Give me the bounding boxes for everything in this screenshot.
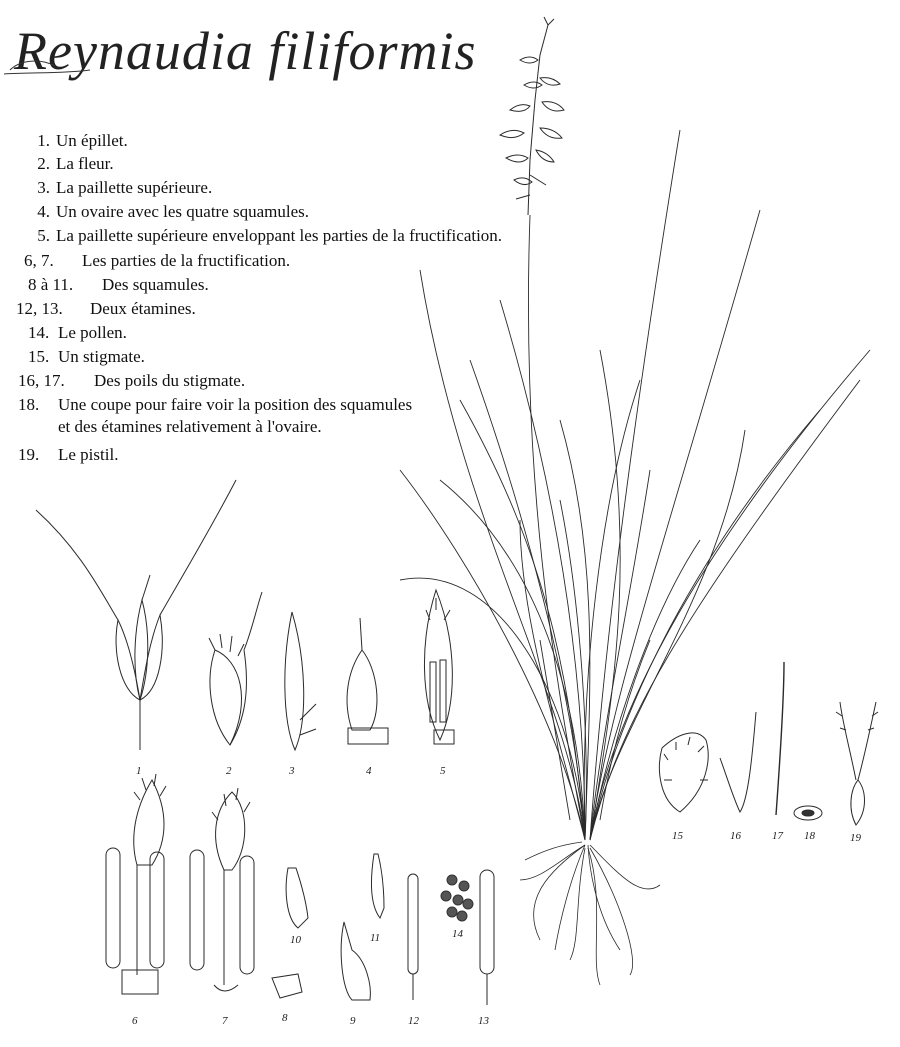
figure-4-ovary	[347, 618, 388, 744]
legend-text: Le pollen.	[58, 323, 127, 342]
figure-10-squamule	[286, 868, 308, 928]
figure-label: 5	[440, 765, 446, 777]
figure-label: 2	[226, 765, 232, 777]
figure-label: 7	[222, 1015, 228, 1027]
figure-11-squamule	[372, 854, 384, 918]
legend-number: 1.	[37, 131, 50, 150]
title-flourish	[4, 61, 90, 74]
legend-text: Des squamules.	[102, 275, 209, 294]
figure-label: 12	[408, 1015, 419, 1027]
figure-1-spikelet	[36, 480, 236, 750]
legend-number: 14.	[28, 323, 50, 342]
figure-label: 17	[772, 830, 783, 842]
figure-8-squamule	[272, 974, 302, 998]
legend-text: Le pistil.	[58, 445, 119, 464]
figure-3-upper-palea	[285, 612, 316, 750]
legend-number: 4.	[37, 202, 50, 221]
legend-text: La paillette supérieure enveloppant les parties de la fructification.	[56, 226, 503, 245]
figure-18-cross-section	[794, 806, 822, 820]
figures-12-13-stamens	[408, 870, 494, 1005]
figure-label: 15	[672, 830, 683, 842]
figure-19-pistil	[836, 702, 878, 825]
legend-text: Les parties de la fructification.	[82, 251, 291, 270]
figure-label: 9	[350, 1015, 356, 1027]
roots	[520, 842, 660, 985]
legend-text: Deux étamines.	[90, 299, 196, 318]
figure-6-fructification	[106, 774, 166, 994]
figure-7-fructification	[190, 788, 254, 991]
figure-14-pollen	[441, 875, 473, 921]
figure-5-palea-enveloping	[424, 590, 454, 744]
figures-16-17-stigma-hairs	[720, 662, 784, 815]
figure-label: 11	[370, 932, 381, 944]
legend-text: Un ovaire avec les quatre squamules.	[56, 202, 310, 221]
legend-text: La fleur.	[56, 154, 114, 173]
figure-label: 14	[452, 928, 463, 940]
figure-2-flower	[209, 592, 262, 745]
figure-label: 10	[290, 934, 301, 946]
figure-label: 4	[366, 765, 372, 777]
figure-13-stamen	[480, 870, 494, 974]
legend-number: 15.	[28, 347, 50, 366]
figure-label: 18	[804, 830, 815, 842]
legend-number: 8 à 11.	[28, 275, 74, 294]
legend-number: 12, 13.	[16, 299, 63, 318]
figure-label: 3	[289, 765, 295, 777]
panicle	[500, 17, 564, 215]
legend-number: 2.	[37, 154, 50, 173]
figure-label: 8	[282, 1012, 288, 1024]
figure-label: 1	[136, 765, 142, 777]
legend-text: La paillette supérieure.	[56, 178, 213, 197]
legend-text: Des poils du stigmate.	[94, 371, 246, 390]
figures-8-11-squamules	[272, 854, 384, 1000]
figure-label: 6	[132, 1015, 138, 1027]
figure-12-stamen	[408, 874, 418, 974]
legend-number: 16, 17.	[18, 371, 65, 390]
figure-16-hair	[720, 712, 756, 812]
figure-17-hair	[776, 662, 784, 815]
leaves	[400, 130, 870, 840]
legend-text: et des étamines relativement à l'ovaire.	[58, 417, 322, 436]
plate-title: Reynaudia filiformis	[14, 21, 477, 81]
figure-label: 19	[850, 832, 861, 844]
figure-label: 13	[478, 1015, 489, 1027]
legend-number: 5.	[37, 226, 50, 245]
figure-9-squamule	[341, 922, 370, 1000]
legend-number: 18.	[18, 395, 40, 414]
legend-text: Un stigmate.	[58, 347, 145, 366]
legend-text: Une coupe pour faire voir la position des squamules	[58, 395, 413, 414]
legend-number: 3.	[37, 178, 50, 197]
legend-number: 19.	[18, 445, 40, 464]
legend-text: Un épillet.	[56, 131, 128, 150]
figure-label: 16	[730, 830, 741, 842]
figure-15-stigma	[659, 733, 708, 812]
legend-number: 6, 7.	[24, 251, 54, 270]
